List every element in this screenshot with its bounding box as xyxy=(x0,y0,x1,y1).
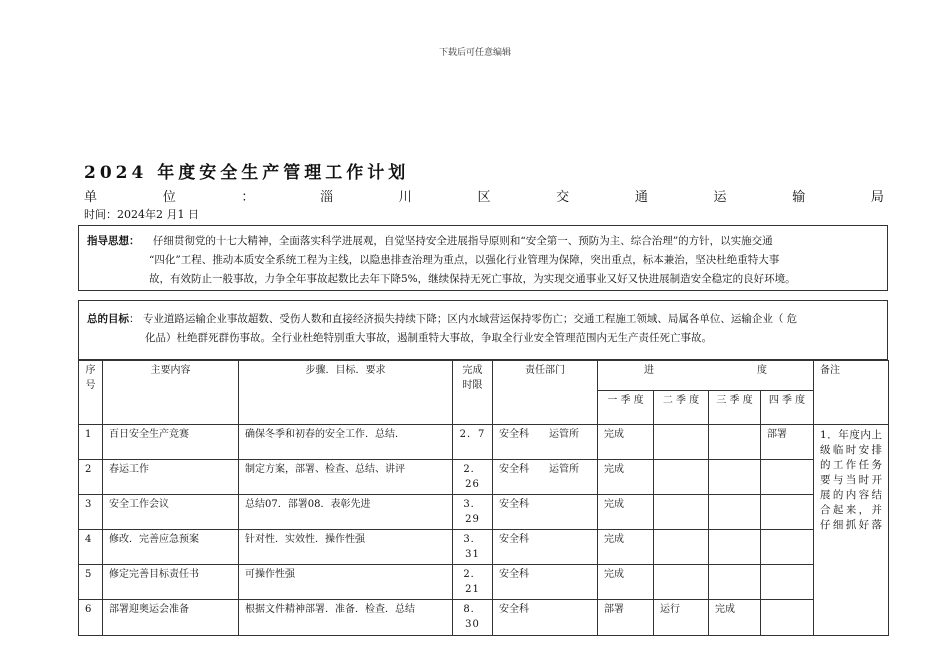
guide-line-2: “四化”工程、推动本质安全系统工程为主线，以隐患排查治理为重点，以强化行业管理为保障，突出重点，标本兼治，坚决杜绝重特大事 xyxy=(149,254,780,266)
header-dept: 责任部门 xyxy=(493,361,598,425)
unit-char: 局 xyxy=(870,190,884,205)
guide-line-1: 仔细贯彻党的十七大精神，全面落实科学进展观，自觉坚持安全进展指导原则和“安全第一、预防为主、综合治理”的方针，以实施交通 xyxy=(152,235,773,247)
table-row xyxy=(79,565,889,600)
cell-dept: 安全科 运管所 xyxy=(493,425,598,460)
cell-q1: 完成 xyxy=(598,425,654,460)
cell-q2 xyxy=(654,425,709,460)
cell-deadline: 8．30 xyxy=(453,600,493,636)
header-progress xyxy=(598,361,814,391)
cell-q2 xyxy=(654,460,709,495)
table-header-row xyxy=(79,361,889,391)
unit-char: 区 xyxy=(477,190,491,205)
cell-steps: 针对性．实效性．操作性强 xyxy=(239,530,453,565)
cell-deadline: 2．26 xyxy=(453,460,493,495)
cell-q4 xyxy=(761,460,814,495)
cell-remark: 1．年度内上级临时安排的工作任务要与当时开展的内容结合起来，并仔细抓好落 xyxy=(814,425,889,636)
cell-seq: 6 xyxy=(79,600,103,636)
guiding-ideology-section xyxy=(78,225,888,291)
cell-q3 xyxy=(709,460,761,495)
unit-char: ： xyxy=(241,190,255,205)
unit-char: 交 xyxy=(556,190,570,205)
cell-content: 修定完善目标责任书 xyxy=(103,565,239,600)
cell-q1: 部署 xyxy=(598,600,654,636)
cell-q3 xyxy=(709,565,761,600)
cell-q3: 完成 xyxy=(709,600,761,636)
cell-seq: 3 xyxy=(79,495,103,530)
cell-q4 xyxy=(761,530,814,565)
cell-deadline: 3．31 xyxy=(453,530,493,565)
cell-q2 xyxy=(654,495,709,530)
document-title: 2024 年度安全生产管理工作计划 xyxy=(84,163,410,183)
cell-seq: 1 xyxy=(79,425,103,460)
cell-steps: 确保冬季和初春的安全工作．总结． xyxy=(239,425,453,460)
date-line: 时间：2024年2 月1 日 xyxy=(84,208,199,221)
table-row xyxy=(79,460,889,495)
cell-dept: 安全科 xyxy=(493,530,598,565)
cell-q4: 部署 xyxy=(761,425,814,460)
unit-char: 淄 xyxy=(320,190,334,205)
cell-seq: 2 xyxy=(79,460,103,495)
cell-content: 部署迎奥运会准备 xyxy=(103,600,239,636)
cell-steps: 根据文件精神部署．准备．检查．总结 xyxy=(239,600,453,636)
goal-label: 总的目标 xyxy=(87,313,129,325)
table-row xyxy=(79,425,889,460)
goal-separator: ： xyxy=(129,313,140,325)
work-plan-table xyxy=(78,360,889,636)
cell-deadline: 2．21 xyxy=(453,565,493,600)
cell-dept: 安全科 xyxy=(493,600,598,636)
header-remark-cont xyxy=(814,391,889,425)
cell-deadline: 3．29 xyxy=(453,495,493,530)
cell-q4 xyxy=(761,565,814,600)
header-steps: 步骤．目标．要求 xyxy=(239,361,453,425)
header-content: 主要内容 xyxy=(103,361,239,425)
cell-dept: 安全科 运管所 xyxy=(493,460,598,495)
cell-deadline: 2．7 xyxy=(453,425,493,460)
cell-seq: 4 xyxy=(79,530,103,565)
header-q4: 四 季 度 xyxy=(761,391,814,425)
header-seq: 序号 xyxy=(79,361,103,425)
cell-dept: 安全科 xyxy=(493,495,598,530)
header-note: 下载后可任意编辑 xyxy=(438,48,511,58)
table-row xyxy=(79,600,889,636)
cell-content: 修改．完善应急预案 xyxy=(103,530,239,565)
cell-steps: 可操作性强 xyxy=(239,565,453,600)
unit-line xyxy=(84,186,884,205)
cell-q3 xyxy=(709,530,761,565)
header-q3: 三 季 度 xyxy=(709,391,761,425)
table-row xyxy=(79,530,889,565)
cell-q2: 运行 xyxy=(654,600,709,636)
header-deadline: 完成时限 xyxy=(453,361,493,425)
unit-char: 输 xyxy=(792,190,806,205)
cell-dept: 安全科 xyxy=(493,565,598,600)
unit-char: 通 xyxy=(634,190,648,205)
guide-line-3: 故，有效防止一般事故，力争全年事故起数比去年下降5%，继续保持无死亡事故，为实现交通事业又好又快进展制造安全稳定的良好环境。 xyxy=(149,273,796,285)
cell-content: 安全工作会议 xyxy=(103,495,239,530)
cell-q4 xyxy=(761,495,814,530)
cell-q1: 完成 xyxy=(598,460,654,495)
cell-q1: 完成 xyxy=(598,530,654,565)
cell-q2 xyxy=(654,530,709,565)
header-progress-b: 度 xyxy=(757,365,767,376)
cell-q1: 完成 xyxy=(598,565,654,600)
header-q2: 二 季 度 xyxy=(654,391,709,425)
cell-q3 xyxy=(709,425,761,460)
cell-content: 春运工作 xyxy=(103,460,239,495)
cell-q1: 完成 xyxy=(598,495,654,530)
cell-q4 xyxy=(761,600,814,636)
cell-q2 xyxy=(654,565,709,600)
unit-char: 位 xyxy=(162,190,176,205)
cell-q3 xyxy=(709,495,761,530)
unit-char: 运 xyxy=(713,190,727,205)
guide-paragraph xyxy=(87,232,879,251)
cell-steps: 制定方案，部署、检查、总结、讲评 xyxy=(239,460,453,495)
cell-content: 百日安全生产竞赛 xyxy=(103,425,239,460)
goal-paragraph xyxy=(87,310,879,329)
overall-goal-section xyxy=(78,300,888,360)
header-q1: 一 季 度 xyxy=(598,391,654,425)
goal-line-1: 专业道路运输企业事故超数、受伤人数和直接经济损失持续下降；区内水域营运保持零伤亡；交通工程施工领域、局属各单位、运输企业（ 危 xyxy=(142,313,798,325)
header-progress-a: 进 xyxy=(644,365,654,376)
cell-seq: 5 xyxy=(79,565,103,600)
cell-steps: 总结07．部署08．表彰先进 xyxy=(239,495,453,530)
goal-line-2: 化品）杜绝群死群伤事故。全行业杜绝特别重大事故，遏制重特大事故，争取全行业安全管理范围内无生产责任死亡事故。 xyxy=(145,332,712,344)
table-row xyxy=(79,495,889,530)
unit-char: 川 xyxy=(398,190,412,205)
header-remark: 备注 xyxy=(814,361,889,391)
unit-char: 单 xyxy=(84,190,98,205)
guide-label: 指导思想： xyxy=(87,235,140,247)
